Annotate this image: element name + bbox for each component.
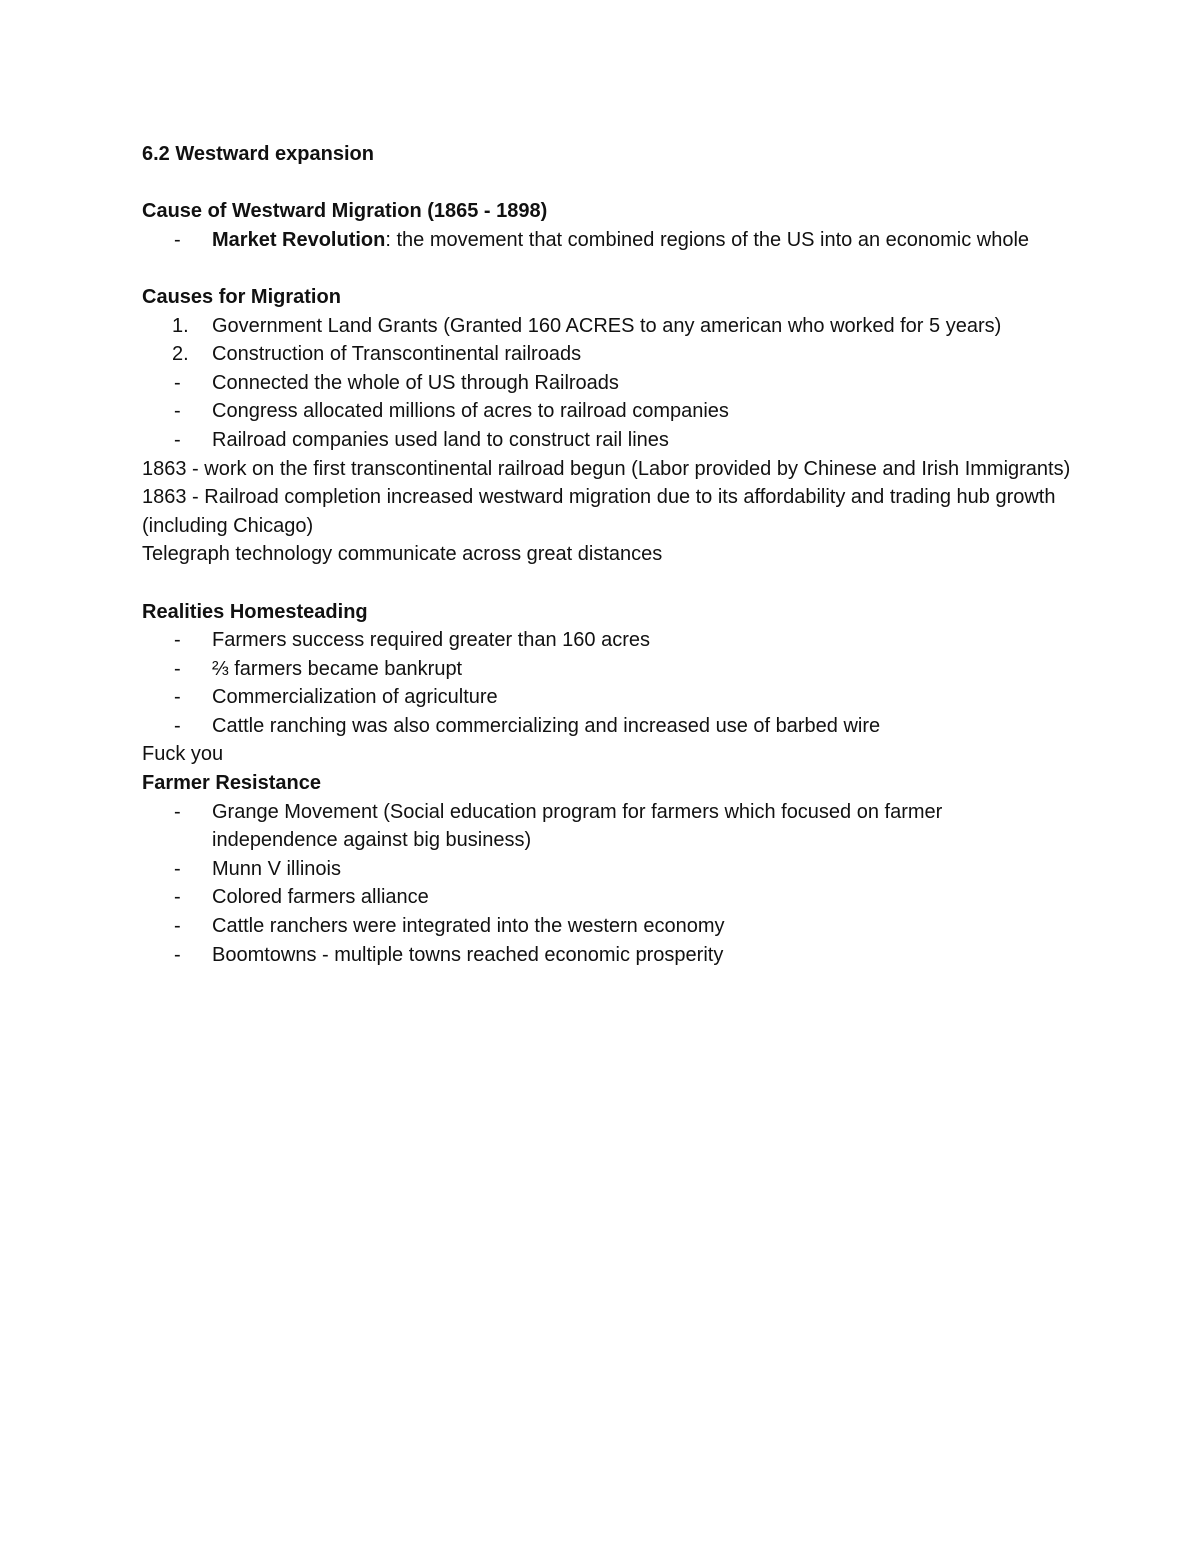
numbered-item xyxy=(142,312,1072,341)
list-item-text: Boomtowns - multiple towns reached economic prosperity xyxy=(212,943,724,966)
list-item-text: Government Land Grants (Granted 160 ACRES to any american who worked for 5 years) xyxy=(212,314,1002,337)
list-item-text: Cattle ranching was also commercializing and increased use of barbed wire xyxy=(212,714,881,737)
bullet-dash: - xyxy=(174,228,181,251)
list-item-text: Connected the whole of US through Railroads xyxy=(212,371,619,394)
list-item xyxy=(142,683,1072,712)
bullet-dash: - xyxy=(174,686,181,709)
list-item-text: ⅔ farmers became bankrupt xyxy=(212,657,463,680)
paragraph: 1863 - work on the first transcontinental railroad begun (Labor provided by Chinese and Irish Immigrants) xyxy=(142,457,1071,480)
bullet-dash: - xyxy=(174,428,181,451)
spacer xyxy=(142,569,1072,598)
bullet-dash: - xyxy=(174,857,181,880)
document-body xyxy=(142,140,1072,969)
document-title: 6.2 Westward expansion xyxy=(142,143,374,165)
list-item xyxy=(142,397,1072,426)
bullet-dash: - xyxy=(174,629,181,652)
bullet-dash: - xyxy=(174,371,181,394)
section-heading-realities-homesteading: Realities Homesteading xyxy=(142,600,368,623)
list-item-text: Farmers success required greater than 160 acres xyxy=(212,629,650,652)
list-item xyxy=(142,855,1072,884)
bullet-dash: - xyxy=(174,400,181,423)
list-item xyxy=(142,626,1072,655)
bullet-dash: - xyxy=(174,915,181,938)
list-item-text: Construction of Transcontinental railroads xyxy=(212,343,582,366)
bullet-dash: - xyxy=(174,886,181,909)
section-heading-farmer-resistance: Farmer Resistance xyxy=(142,772,321,795)
list-item xyxy=(142,912,1072,941)
list-item-text: Commercialization of agriculture xyxy=(212,686,498,709)
list-item xyxy=(142,941,1072,970)
bullet-dash: - xyxy=(174,800,181,823)
list-item xyxy=(142,798,1072,855)
list-item xyxy=(142,712,1072,741)
bullet-dash: - xyxy=(174,943,181,966)
paragraph: Fuck you xyxy=(142,743,224,766)
spacer xyxy=(142,254,1072,283)
numbered-item xyxy=(142,340,1072,369)
list-item xyxy=(142,369,1072,398)
spacer xyxy=(142,169,1072,198)
bullet-dash: - xyxy=(174,714,181,737)
list-item-text: Munn V illinois xyxy=(212,857,341,880)
list-item xyxy=(142,883,1072,912)
list-item-text: Grange Movement (Social education program for farmers which focused on farmer independence against big business) xyxy=(212,800,943,852)
list-item-text: Colored farmers alliance xyxy=(212,886,429,909)
list-item-text: Cattle ranchers were integrated into the western economy xyxy=(212,915,725,938)
list-item-text: Congress allocated millions of acres to railroad companies xyxy=(212,400,729,423)
section-heading-causes-for-migration: Causes for Migration xyxy=(142,285,341,308)
list-item xyxy=(142,226,1072,255)
list-item xyxy=(142,426,1072,455)
bold-term: Market Revolution xyxy=(212,228,386,251)
list-item-text: Railroad companies used land to construct rail lines xyxy=(212,428,669,451)
bullet-dash: - xyxy=(174,657,181,680)
paragraph: Telegraph technology communicate across great distances xyxy=(142,543,663,566)
paragraph: 1863 - Railroad completion increased westward migration due to its affordability and trading hub growth (including Chicago) xyxy=(142,486,1056,537)
list-item xyxy=(142,655,1072,684)
list-item-text: : the movement that combined regions of the US into an economic whole xyxy=(385,228,1030,251)
section-heading-westward-migration: Cause of Westward Migration (1865 - 1898) xyxy=(142,200,548,223)
list-number: 2. xyxy=(172,343,189,366)
list-number: 1. xyxy=(172,314,189,337)
